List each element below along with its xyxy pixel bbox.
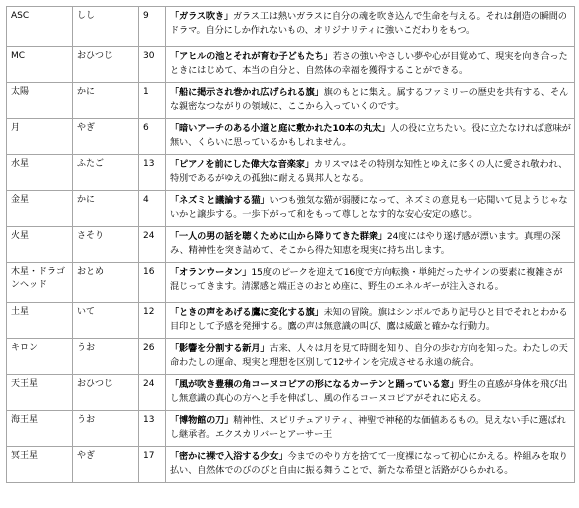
table-row <box>7 7 575 47</box>
sign-cell: やぎ <box>73 119 139 155</box>
planet-cell: 海王星 <box>7 411 73 447</box>
symbol-text: 未知の冒険。旗はシンボルであり記号ひと目でそれとわかる目印として予感を発揮する。鷹の声は無意識の叫び、鷹は威厳と確かな行動力。 <box>170 307 568 332</box>
description-cell <box>166 375 575 411</box>
degree-cell: 6 <box>139 119 166 155</box>
symbol-title: 「博物館の刀」 <box>170 415 234 426</box>
sign-cell: かに <box>73 191 139 227</box>
planet-cell: 火星 <box>7 227 73 263</box>
table-row <box>7 191 575 227</box>
symbol-text: 人の役に立ちたい。役に立たなければ意味が無い、くらいに思っているかもしれません。 <box>170 123 571 148</box>
symbol-text: 15度のピークを迎えて16度で方向転換・単純だったサインの要素に複雑さが混じってきます。清潔感と端正さのおとめ座に、野生のエネルギーが注入される。 <box>170 267 563 292</box>
symbol-text: いつも強気な猫が弱腰になって、ネズミの意見も一応聞いて見ようじゃないかと譲歩する。一歩下がって和をもって尊しとなす的な安心安定の感じ。 <box>170 195 568 220</box>
degree-cell: 12 <box>139 303 166 339</box>
degree-cell: 30 <box>139 47 166 83</box>
description-cell <box>166 47 575 83</box>
degree-cell: 13 <box>139 155 166 191</box>
planet-cell: 水星 <box>7 155 73 191</box>
symbol-text: 野生の直感が身体を飛び出し無意識の真心の方へと手を伸ばし、風の作るコーヌコピアがそれに応える。 <box>170 379 568 404</box>
table-row <box>7 411 575 447</box>
symbol-text: ガラス工は熱いガラスに自分の魂を吹き込んで生命を与える。それは創造の瞬間のドラマ。自分にしか作れないもの、オリジナリティに強いこだわりをもつ。 <box>170 11 567 36</box>
symbol-text: 若さの強いやさしい夢や心が目覚めて、現実を向き合ったときにはじめて、本当の自分と、自然体の幸福を獲得することができる。 <box>170 51 568 76</box>
planet-cell: 金星 <box>7 191 73 227</box>
symbol-title: 「一人の男の話を聴くために山から降りてきた群衆」 <box>170 231 387 242</box>
planet-cell: 月 <box>7 119 73 155</box>
symbol-title: 「オランウータン」 <box>170 267 252 278</box>
planet-cell: 土星 <box>7 303 73 339</box>
table-row <box>7 375 575 411</box>
symbol-title: 「密かに裸で入浴する少女」 <box>170 451 288 462</box>
sign-cell: うお <box>73 411 139 447</box>
sign-cell: いて <box>73 303 139 339</box>
symbol-title: 「アヒルの池とそれが育む子どもたち」 <box>170 51 333 62</box>
planet-cell: 天王星 <box>7 375 73 411</box>
sign-cell: おとめ <box>73 263 139 303</box>
degree-cell: 26 <box>139 339 166 375</box>
description-cell <box>166 191 575 227</box>
degree-cell: 24 <box>139 375 166 411</box>
sign-cell: かに <box>73 83 139 119</box>
degree-cell: 9 <box>139 7 166 47</box>
symbol-title: 「影響を分割する新月」 <box>170 343 270 354</box>
sign-cell: おひつじ <box>73 47 139 83</box>
symbol-title: 「ピアノを前にした偉大な音楽家」 <box>170 159 314 170</box>
table-row <box>7 47 575 83</box>
planet-cell: 木星・ドラゴンヘッド <box>7 263 73 303</box>
planet-cell: 冥王星 <box>7 447 73 483</box>
table-row <box>7 339 575 375</box>
sign-cell: おひつじ <box>73 375 139 411</box>
symbol-text: 今までのやり方を捨てて一度裸になって初心にかえる。枠組みを取り払い、自然体でのびのびと自由に振る舞うことで、新たな希望と活路がひらかれる。 <box>170 451 568 476</box>
horoscope-table-container <box>6 6 575 483</box>
degree-cell: 24 <box>139 227 166 263</box>
description-cell <box>166 7 575 47</box>
planet-cell: MC <box>7 47 73 83</box>
degree-cell: 13 <box>139 411 166 447</box>
symbol-text: 精神性、スピリチュアリティ、神聖で神秘的な価値あるもの。見えない手に選ばれし継承者。エクスカリバーとアーサー王 <box>170 415 566 440</box>
table-row <box>7 155 575 191</box>
symbol-title: 「暗いアーチのある小道と庭に敷かれた10本の丸太」 <box>170 123 391 134</box>
description-cell <box>166 155 575 191</box>
description-cell <box>166 303 575 339</box>
planet-cell: ASC <box>7 7 73 47</box>
description-cell <box>166 227 575 263</box>
table-row <box>7 303 575 339</box>
table-row <box>7 447 575 483</box>
degree-cell: 17 <box>139 447 166 483</box>
sign-cell: さそり <box>73 227 139 263</box>
table-row <box>7 119 575 155</box>
symbol-title: 「船に掲示され巻かれ広げられる旗」 <box>170 87 324 98</box>
sign-cell: しし <box>73 7 139 47</box>
description-cell <box>166 339 575 375</box>
description-cell <box>166 119 575 155</box>
sign-cell: うお <box>73 339 139 375</box>
planet-cell: キロン <box>7 339 73 375</box>
description-cell <box>166 447 575 483</box>
symbol-title: 「ガラス吹き」 <box>170 11 233 22</box>
table-row <box>7 83 575 119</box>
description-cell <box>166 411 575 447</box>
symbol-title: 「ネズミと議論する猫」 <box>170 195 270 206</box>
symbol-text: 24度にはやり遂げ感が漂います。真理の深み、精神性を突き詰めて、そこから得た知恵を現実に持ち出します。 <box>170 231 561 256</box>
degree-cell: 1 <box>139 83 166 119</box>
horoscope-table <box>6 6 575 483</box>
description-cell <box>166 83 575 119</box>
degree-cell: 16 <box>139 263 166 303</box>
symbol-text: 旗のもとに集え。属するファミリーの歴史を共有する、そんな親密なつながりの領域に、ここから入っていくのです。 <box>170 87 569 112</box>
description-cell <box>166 263 575 303</box>
symbol-title: 「ときの声をあげる鷹に変化する旗」 <box>170 307 324 318</box>
symbol-title: 「風が吹き豊穣の角コーヌコピアの形になるカーテンと踊っている窓」 <box>170 379 459 390</box>
degree-cell: 4 <box>139 191 166 227</box>
symbol-text: 古来、人々は月を見て時間を知り、自分の歩む方向を知った。わたしの天命わたしの運命、現実と理想を区別して12サインを完成させる永遠の統合。 <box>170 343 568 368</box>
sign-cell: ふたご <box>73 155 139 191</box>
table-row <box>7 263 575 303</box>
planet-cell: 太陽 <box>7 83 73 119</box>
table-row <box>7 227 575 263</box>
sign-cell: やぎ <box>73 447 139 483</box>
symbol-text: カリスマはその特別な知性とゆえに多くの人に愛され敬われ、特別であるがゆえの孤独に耐える異邦人となる。 <box>170 159 568 184</box>
